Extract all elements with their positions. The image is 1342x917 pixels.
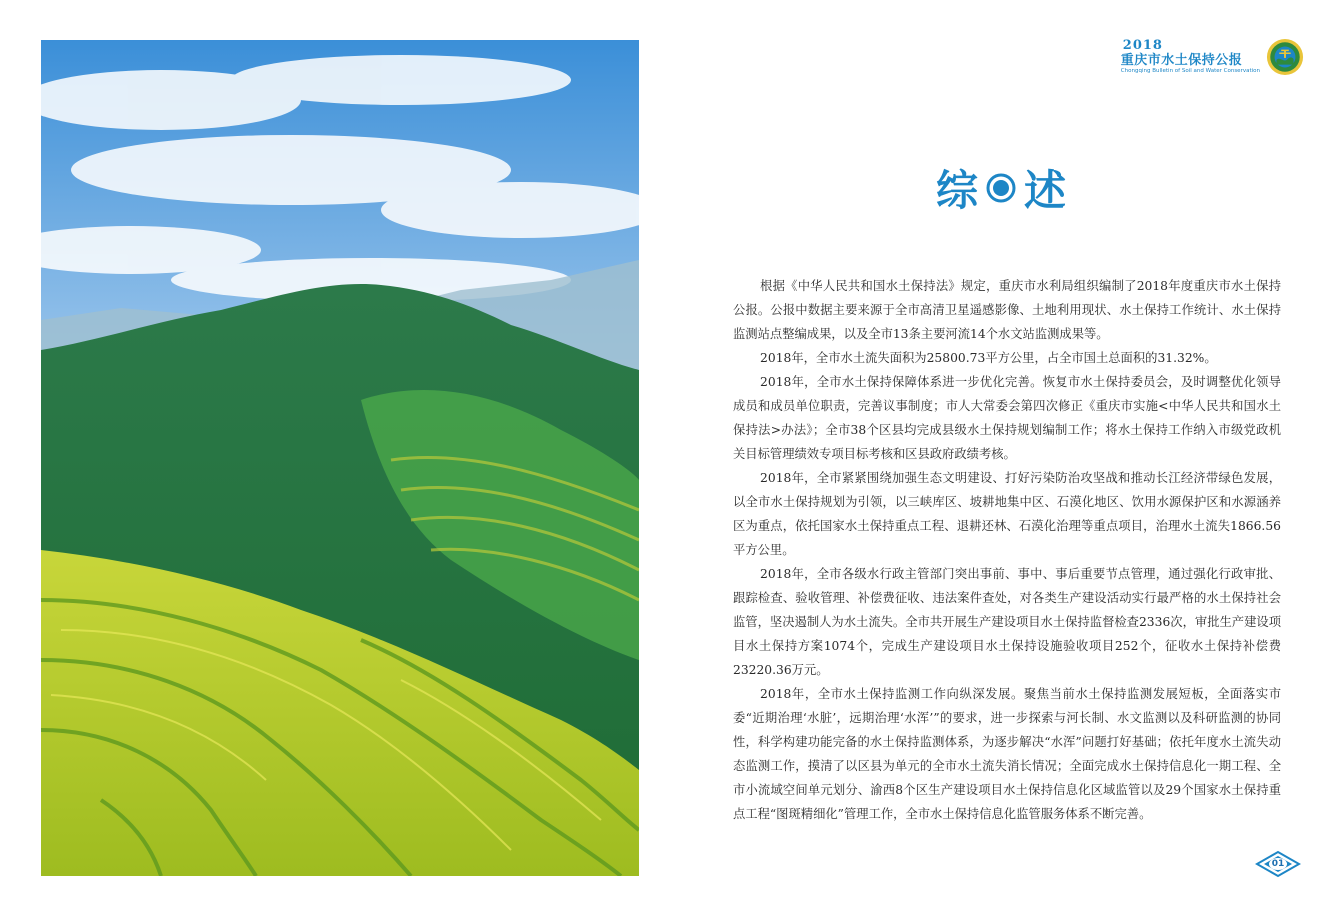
- paragraph: 根据《中华人民共和国水土保持法》规定，重庆市水利局组织编制了2018年度重庆市水土保持公报。公报中数据主要来源于全市高清卫星遥感影像、土地利用现状、水土保持工作统计、水土保持监测站点整编成果，以及全市13条主要河流14个水文站监测成果等。: [733, 279, 1281, 341]
- paragraph: 2018年，全市紧紧围绕加强生态文明建设、打好污染防治攻坚战和推动长江经济带绿色发展，以全市水土保持规划为引领，以三峡库区、坡耕地集中区、石漠化地区、饮用水源保护区和水源涵养区为重点，依托国家水土保持重点工程、退耕还林、石漠化治理等重点项目，治理水土流失1866.56平方公里。: [733, 471, 1281, 557]
- brand-text: [1121, 39, 1260, 75]
- bulletin-subtitle: Chongqing Bulletin of Soil and Water Conservation: [1120, 68, 1260, 75]
- section-heading: [870, 158, 1132, 218]
- paragraph: 2018年，全市各级水行政主管部门突出事前、事中、事后重要节点管理，通过强化行政审批、跟踪检查、验收管理、补偿费征收、违法案件查处，对各类生产建设活动实行最严格的水土保持社会监管，坚决遏制人为水土流失。全市共开展生产建设项目水土保持监督检查2336次，审批生产建设项目水土保持方案1074个，完成生产建设项目水土保持设施验收项目252个，征收水土保持补偿费23220.36万元。: [733, 567, 1281, 677]
- rice-terrace-photo: [41, 40, 639, 876]
- summary-article: [733, 274, 1281, 826]
- bulletin-title: 重庆市水土保持公报: [1120, 53, 1243, 69]
- rice-terrace-landscape-icon: [41, 40, 639, 876]
- paragraph: 2018年，全市水土流失面积为25800.73平方公里，占全市国土总面积的31.32%。: [760, 351, 1217, 365]
- paragraph: 2018年，全市水土保持监测工作向纵深发展。聚焦当前水土保持监测发展短板，全面落实市委“近期治理‘水脏’，远期治理‘水浑’”的要求，进一步探索与河长制、水文监测以及科研监测的协同性，科学构建功能完备的水土保持监测体系，为逐步解决“水浑”问题打好基础；依托年度水土流失动态监测工作，摸清了以区县为单元的全市水土流失消长情况；全面完成水土保持信息化一期工程、全市小流域空间单元划分、渝西8个区生产建设项目水土保持信息化区域监管以及29个国家水土保持重点工程“图斑精细化”管理工作，全市水土保持信息化监管服务体系不断完善。: [733, 687, 1281, 821]
- bulletin-year: 2018: [1122, 38, 1163, 54]
- paragraph: 2018年，全市水土保持保障体系进一步优化完善。恢复市水土保持委员会，及时调整优化领导成员和成员单位职责，完善议事制度；市人大常委会第四次修正《重庆市实施<中华人民共和国水土保持法>办法》；全市38个区县均完成县级水土保持规划编制工作；将水土保持工作纳入市级党政机关目标管理绩效专项目标考核和区县政府政绩考核。: [733, 375, 1281, 461]
- page-number: 01: [1271, 859, 1285, 869]
- soil-water-conservation-emblem-icon: [1266, 38, 1304, 76]
- heading-right-char: 述: [1024, 166, 1067, 215]
- heading-left-char: 综: [935, 166, 978, 215]
- bulletin-brand: [1121, 38, 1304, 76]
- bullet-circle-icon: [986, 173, 1016, 203]
- page-number-badge: [1255, 850, 1301, 878]
